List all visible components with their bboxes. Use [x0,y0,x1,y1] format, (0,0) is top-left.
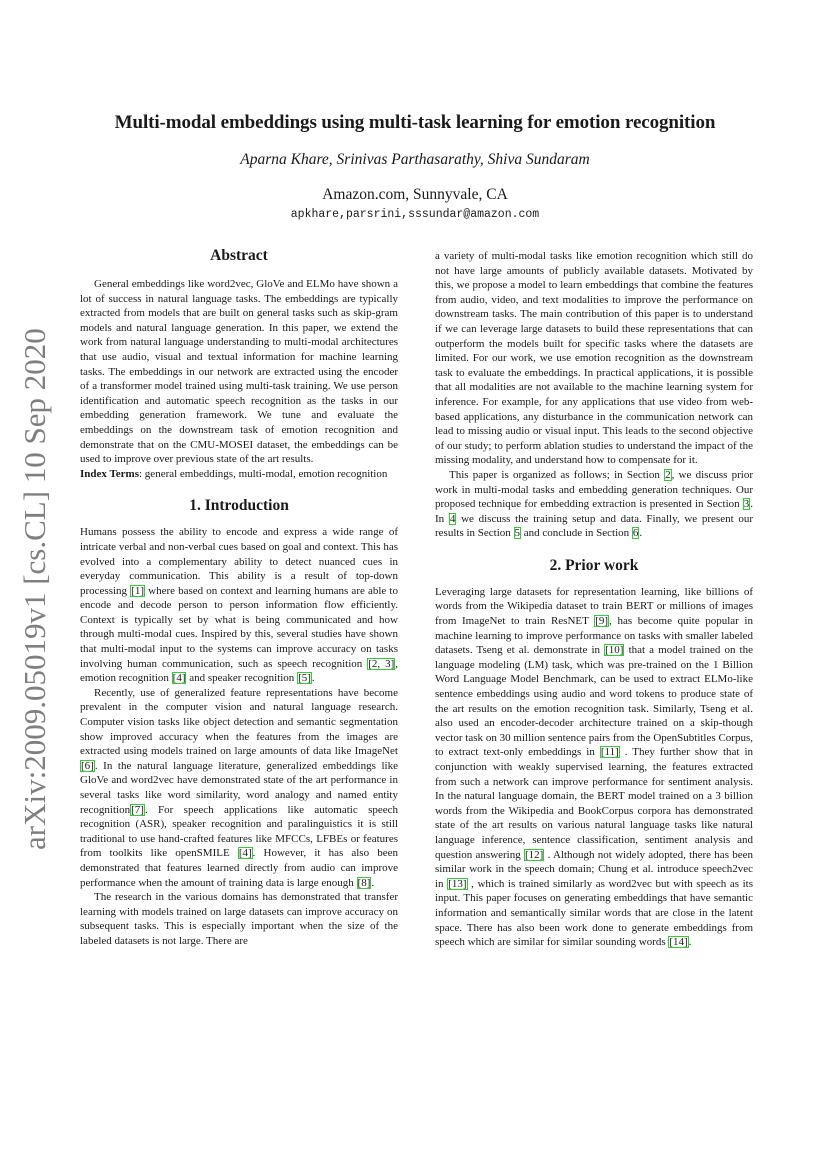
right-column [435,249,753,950]
text-run: . In the natural language literature, generalized embeddings like GloVe and word2vec have demonstrated state of the art performance in several tasks like word similarity, word analogy and named entity recognition [80,759,398,816]
text-run: , we discuss prior work in multi-modal tasks and embedding generation techniques. Our proposed technique for embedding extraction is presented in Section [435,468,753,511]
text-run: that a model trained on the language modeling (LM) task, which was pre-trained on the 1 Billion Word Language Model Benchmark, can be used to extract ELMo-like sentence embeddings using audio and word tokens to produce state of the art results on the emotion recognition task. Similarly, Tseng et al. also used an encoder-decoder architecture trained on a skip-though vector task on 30 million sentence pairs from the OpenSubtitles Corpus, to extract text-only embeddings in [435,644,753,759]
citation-link[interactable]: [4] [238,847,252,860]
text-run: where based on context and learning humans are able to encode and decode person to person information flow efficiently. Context is typically set by what is being communicated and how through multi-modal cues. Inspired by this, several studies have shown that multi-modal input to the systems can improve accuracy on tasks involving human communication, such as speech recognition [80,584,398,670]
citation-link[interactable]: [6] [81,759,94,772]
organization-paragraph [435,468,753,541]
text-run: and speaker recognition [186,672,298,685]
citation-link[interactable]: [10] [605,644,624,657]
intro-paragraph-1 [80,525,398,686]
intro-paragraph-3: The research in the various domains has demonstrated that transfer learning with models trained on large datasets can improve accuracy on subsequent tasks. This is especially important when the size of the labeled datasets is not large. There are [80,891,398,947]
section-link[interactable]: 2 [665,468,671,481]
text-run: . In [435,498,753,525]
text-run: , which is trained similarly as word2vec but with speech as its input. This paper focuses on generating embeddings that have semantic information and semantically similar words that are close in the latent space. There has also been work done to generate embeddings from speech which are similar for similar sounding words [435,877,754,949]
section-link[interactable]: 5 [514,527,521,540]
citation-link[interactable]: [2, 3] [368,657,395,670]
affiliation: Amazon.com, Sunnyvale, CA [322,186,508,203]
text-run: . Although not widely adopted, there has been similar work in the speech domain; Chung et al. introduce speech2vec in [435,848,753,890]
text-run: and conclude in Section [521,527,632,540]
text-run: . [688,936,692,949]
citation-link[interactable]: [11] [600,746,619,759]
text-run: This paper is organized as follows; in Section [449,468,665,481]
text-run: . They further show that in conjunction with weakly supervised learning, the features extracted from such a network can improve performance for sentiment analysis. In the natural language domain, the BERT model trained on a 3 billion words from the Wikipedia and BookCorpus corpora has demonstrated state of the art results on various natural language tasks like natural language inference, sentence classification, sentiment analysis and question answering [435,746,754,861]
citation-link[interactable]: [7] [131,803,144,816]
prior-work-paragraph [435,585,753,950]
citation-link[interactable]: [12] [524,848,544,861]
arxiv-identifier: arXiv:2009.05019v1 [cs.CL] 10 Sep 2020 [17,328,52,850]
intro-continued-paragraph: a variety of multi-modal tasks like emotion recognition which still do not have large amounts of publicly available datasets. Motivated by this, we propose a model to learn embeddings that combine the features from audio, video, and text modalities to improve the performance on downstream tasks. The main contribution of this paper is to understand if we can leverage large datasets to build these representations that can outperform the models built for specific tasks where the datasets are limited. For our work, we use emotion recognition as the downstream task to evaluate the embeddings. In practical applications, it is possible that all modalities are not available to the machine learning system for inference. For example, for any applications that use video from web-based applications, any disturbance in the communication network can lead to missing audio or visual input. This leads to the second objective of our study; to perform ablation studies to understand the impact of the missing modality, and understand how to compensate for it. [435,250,753,467]
text-run: . For speech applications like automatic speech recognition (ASR), speaker recognition and paralinguistics it is still traditional to use hand-crafted features like MFCCs, LFBEs or features from toolkits like openSMILE [80,803,398,860]
text-run: , emotion recognition [80,657,399,685]
citation-link[interactable]: [13] [448,877,467,890]
citation-link[interactable]: [8] [357,876,371,889]
author-emails: apkhare,parsrini,sssundar@amazon.com [290,208,540,221]
citation-link[interactable]: [14] [669,936,688,949]
index-terms-label: Index Terms [80,467,139,480]
text-run: Humans possess the ability to encode and express a wide range of intricate verbal and non-verbal cues based on goal and context. This has evolved into a complementary ability to detect nuanced cues in everyday communication. This ability is a result of top-down processing [80,526,398,597]
abstract-text: General embeddings like word2vec, GloVe and ELMo have shown a lot of success in natural language tasks. The embeddings are typically extracted from models that are built on general tasks such as skip-gram models and natural language generation. In this paper, we extend the work from natural language understanding to multi-modal architectures that use audio, visual and textual information for machine learning tasks. The embeddings in our network are extracted using the encoder of a transformer model trained using multi-task training. We use person identification and automatic speech recognition as the tasks in our embedding generation framework. We tune and evaluate the embeddings on the downstream task of emotion recognition and demonstrate that on the CMU-MOSEI dataset, the embeddings can be used to improve over previous state of the art results. [80,278,398,466]
text-run: . [371,876,375,889]
index-terms [80,467,398,482]
author-list: Aparna Khare, Srinivas Parthasarathy, Shiva Sundaram [240,151,590,168]
section-link[interactable]: 4 [449,512,456,525]
left-column [80,246,398,949]
citation-link[interactable]: [1] [131,584,144,597]
text-run: we discuss the training setup and data. Finally, we present our results in Section [435,512,753,540]
section-link[interactable]: 3 [743,498,750,511]
text-run: Leveraging large datasets for representation learning, like billions of words from the Wikipedia dataset to train BERT or millions of images from ImageNet to train ResNET [435,585,753,628]
abstract-heading: Abstract [210,247,268,264]
citation-link[interactable]: [5] [298,672,311,685]
text-run: . [639,527,643,540]
text-run: . However, it has also been demonstrated that features learned directly from audio can improve performance when the amount of training data is large enough [80,847,398,889]
paper-title: Multi-modal embeddings using multi-task learning for emotion recognition [114,112,716,133]
index-terms-text: : general embeddings, multi-modal, emotion recognition [139,467,388,480]
introduction-heading: 1. Introduction [189,497,289,515]
citation-link[interactable]: [9] [595,615,609,628]
text-run: . [311,672,315,685]
prior-work-heading: 2. Prior work [549,556,639,574]
text-run: Recently, use of generalized feature representations have become prevalent in the computer vision and natural language research. Computer vision tasks like object detection and semantic segmentation show improved accuracy when the features from the images are extracted using models trained on large amounts of data like ImageNet [80,686,398,758]
citation-link[interactable]: [4] [172,672,186,685]
text-run: , has become quite popular in machine learning to improve performance on tasks with smaller labeled datasets. Tseng et al. demonstrate in [435,615,753,657]
section-link[interactable]: 6 [632,527,639,540]
intro-paragraph-2 [80,686,398,890]
